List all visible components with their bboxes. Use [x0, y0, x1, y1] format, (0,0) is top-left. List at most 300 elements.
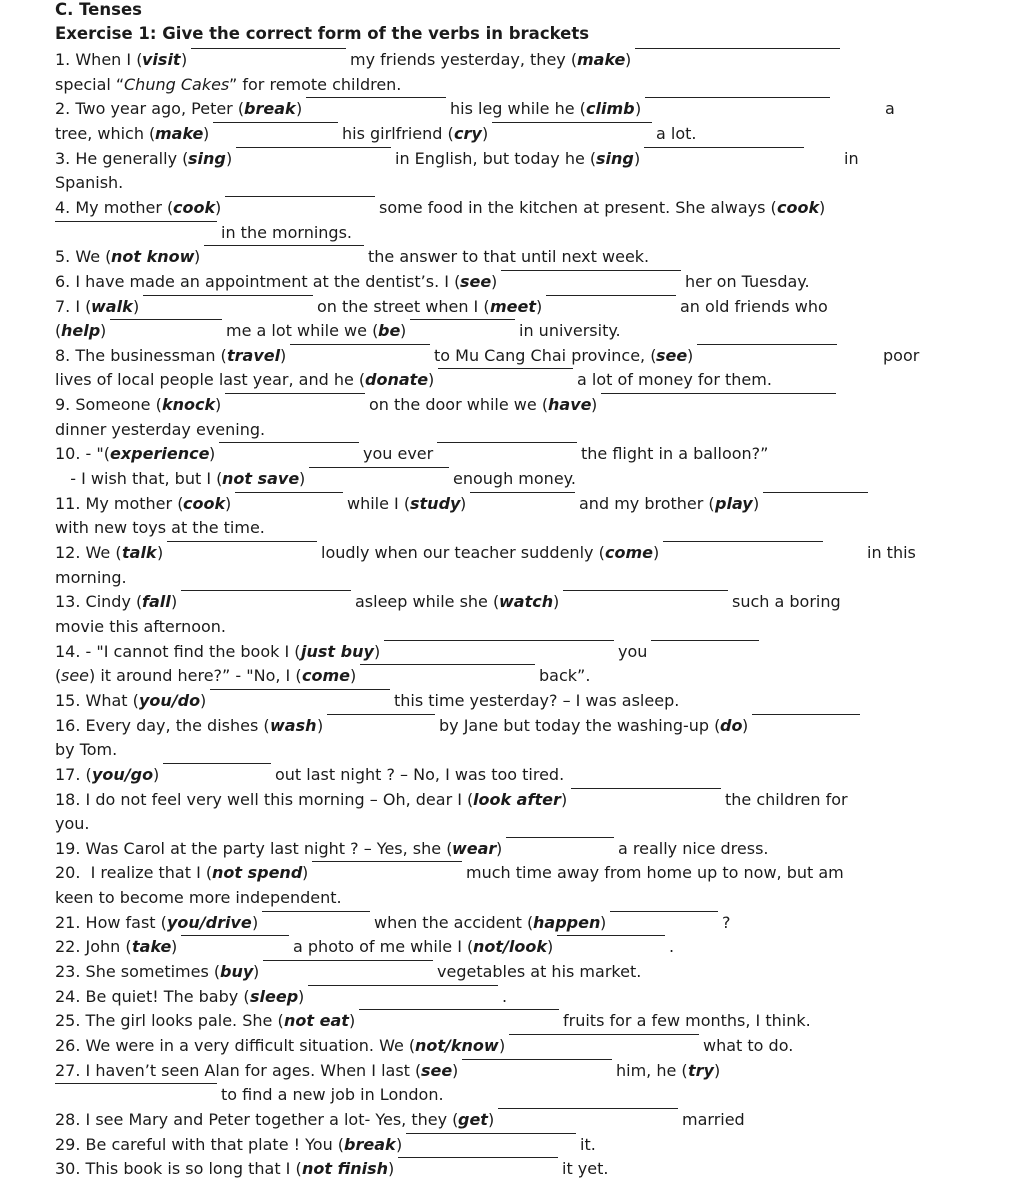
exercise-text: ): [100, 321, 107, 341]
answer-blank[interactable]: [55, 221, 217, 222]
exercise-text: ): [491, 271, 498, 291]
exercise-text: 1. When I (: [55, 50, 143, 69]
exercise-text: a really nice dress.: [618, 838, 769, 858]
exercise-text: ): [171, 937, 178, 957]
exercise-text: a: [885, 99, 895, 119]
exercise-line: [55, 1034, 935, 1058]
exercise-line: [55, 122, 935, 146]
exercise-text: ): [194, 247, 201, 267]
exercise-line: [55, 541, 935, 565]
exercise-line: [55, 245, 935, 269]
answer-blank[interactable]: [219, 442, 359, 443]
exercise-line: [55, 985, 935, 1009]
exercise-line: [55, 319, 935, 343]
exercise-text: ): [209, 444, 216, 464]
exercise-text: ): [171, 592, 178, 612]
exercise-line: [55, 171, 935, 195]
verb-prompt: climb: [586, 99, 635, 119]
verb-prompt: try: [688, 1060, 714, 1080]
emphasized-text: see: [61, 666, 90, 686]
exercise-text: 16. Every day, the dishes (: [55, 715, 270, 735]
answer-blank[interactable]: [191, 48, 346, 49]
answer-blank[interactable]: [167, 541, 317, 542]
answer-blank[interactable]: [509, 1034, 699, 1035]
exercise-text: and my brother (: [579, 493, 715, 513]
exercise-title: Exercise 1: Give the correct form of the verbs in brackets: [55, 24, 590, 43]
exercise-text: ): [547, 937, 554, 957]
answer-blank[interactable]: [506, 837, 614, 838]
exercise-text: ): [226, 148, 233, 168]
exercise-text: 10. - "(: [55, 444, 110, 464]
answer-blank[interactable]: [110, 319, 222, 320]
verb-prompt: study: [410, 493, 461, 513]
exercise-line: [55, 566, 935, 590]
exercise-text: ): [553, 592, 560, 612]
verb-prompt: make: [577, 50, 626, 69]
exercise-text: 22. John (: [55, 937, 132, 957]
answer-blank[interactable]: [143, 295, 313, 296]
exercise-text: much time away from home up to now, but am: [466, 863, 844, 883]
exercise-text: him, he (: [616, 1060, 688, 1080]
exercise-text: ): [496, 838, 503, 858]
answer-blank[interactable]: [225, 196, 375, 197]
verb-prompt: get: [458, 1109, 488, 1129]
exercise-text: .: [502, 986, 508, 1006]
exercise-text: tree, which (: [55, 123, 156, 143]
exercise-text: an old friends who: [680, 296, 828, 316]
exercise-text: movie this afternoon.: [55, 616, 227, 636]
exercise-text: by Tom.: [55, 740, 118, 760]
verb-prompt: break: [244, 99, 296, 119]
exercise-text: my friends yesterday, they (: [350, 50, 578, 69]
exercise-text: a lot.: [656, 123, 697, 143]
answer-blank[interactable]: [181, 935, 289, 936]
exercise-text: ): [374, 641, 381, 661]
exercise-text: ): [203, 123, 210, 143]
exercise-line: [55, 295, 935, 319]
exercise-text: ): [460, 493, 467, 513]
exercise-text: his girlfriend (: [342, 123, 454, 143]
exercise-text: ): [215, 395, 222, 415]
answer-blank[interactable]: [645, 97, 830, 98]
answer-blank[interactable]: [163, 763, 271, 764]
exercise-line: [55, 147, 935, 171]
exercise-text: 17. (: [55, 764, 92, 784]
exercise-line: [55, 812, 935, 836]
exercise-text: 2. Two year ago, Peter (: [55, 99, 245, 119]
exercise-line: [55, 763, 935, 787]
exercise-line: [55, 664, 935, 688]
exercise-text: 18. I do not feel very well this morning – Oh, dear I (: [55, 789, 474, 809]
exercise-text: Spanish.: [55, 173, 124, 193]
answer-blank[interactable]: [571, 788, 721, 789]
exercise-line: [55, 861, 935, 885]
answer-blank[interactable]: [492, 122, 652, 123]
exercise-text: 30. This book is so long that I (: [55, 1159, 302, 1179]
answer-blank[interactable]: [262, 911, 370, 912]
exercise-text: the flight in a balloon?”: [581, 444, 769, 464]
answer-blank[interactable]: [309, 467, 449, 468]
exercise-text: ): [653, 543, 660, 562]
answer-blank[interactable]: [557, 935, 665, 936]
exercise-line: [55, 516, 935, 540]
verb-prompt: look after: [473, 789, 561, 809]
verb-prompt: sing: [188, 148, 226, 168]
exercise-text: 3. He generally (: [55, 148, 189, 168]
exercise-text: on the street when I (: [317, 296, 490, 316]
exercise-text: a photo of me while I (: [293, 937, 474, 957]
exercise-line: [55, 1108, 935, 1132]
exercise-text: ): [428, 370, 435, 390]
exercise-text: .: [669, 937, 675, 957]
exercise-text: (: [55, 666, 62, 686]
exercise-text: dinner yesterday evening.: [55, 419, 266, 439]
exercise-text: in this: [867, 543, 916, 562]
exercise-text: 23. She sometimes (: [55, 962, 221, 982]
verb-prompt: not/look: [473, 937, 547, 957]
verb-prompt: not eat: [284, 1011, 349, 1031]
exercise-text: in university.: [519, 321, 621, 341]
exercise-text: ?: [722, 912, 731, 932]
verb-prompt: sing: [596, 148, 634, 168]
answer-blank[interactable]: [213, 122, 338, 123]
exercise-text: ): [536, 296, 543, 316]
exercise-text: ): [388, 1159, 395, 1179]
exercise-text: you: [618, 641, 648, 661]
exercise-text: 19. Was Carol at the party last night ? – Yes, she (: [55, 838, 453, 858]
exercise-line: [55, 492, 935, 516]
verb-prompt: cook: [183, 493, 226, 513]
answer-blank[interactable]: [360, 664, 535, 665]
exercise-line: [55, 368, 935, 392]
exercise-line: [55, 960, 935, 984]
exercise-text: the answer to that until next week.: [368, 247, 650, 267]
answer-blank[interactable]: [263, 960, 433, 961]
exercise-text: me a lot while we (: [226, 321, 379, 341]
answer-blank[interactable]: [308, 985, 498, 986]
exercise-text: ): [133, 296, 140, 316]
exercise-text: ): [635, 99, 642, 119]
emphasized-text: Chung Cakes: [124, 74, 230, 94]
exercise-text: ): [299, 469, 306, 489]
verb-prompt: cry: [454, 123, 482, 143]
exercise-text: poor: [883, 345, 920, 365]
verb-prompt: see: [656, 345, 688, 365]
answer-blank[interactable]: [501, 270, 681, 271]
exercise-text: lives of local people last year, and he (: [55, 370, 366, 390]
answer-blank[interactable]: [235, 492, 343, 493]
answer-blank[interactable]: [752, 714, 860, 715]
answer-blank[interactable]: [644, 147, 804, 148]
answer-blank[interactable]: [635, 48, 840, 49]
verb-prompt: break: [344, 1134, 396, 1154]
answer-blank[interactable]: [204, 245, 364, 246]
exercise-line: [55, 911, 935, 935]
exercise-text: to Mu Cang Chai province, (: [434, 345, 657, 365]
verb-prompt: come: [605, 543, 653, 562]
exercise-text: back”.: [539, 666, 591, 686]
exercise-text: ): [200, 690, 207, 710]
exercise-text: ): [400, 321, 407, 341]
answer-blank[interactable]: [306, 97, 446, 98]
answer-blank[interactable]: [563, 590, 728, 591]
exercise-text: morning.: [55, 567, 127, 587]
exercise-text: on the door while we (: [369, 395, 549, 415]
exercise-text: ): [488, 1109, 495, 1129]
exercise-text: ): [298, 986, 305, 1006]
verb-prompt: meet: [490, 296, 537, 316]
answer-blank[interactable]: [327, 714, 435, 715]
answer-blank[interactable]: [462, 1059, 612, 1060]
exercise-text: ): [181, 50, 188, 69]
answer-blank[interactable]: [697, 344, 837, 345]
exercise-text: ) it around here?” - "No, I (: [89, 666, 302, 686]
exercise-line: [55, 344, 935, 368]
exercise-text: in: [844, 148, 859, 168]
verb-prompt: sleep: [250, 986, 299, 1006]
exercise-text: ” for remote children.: [229, 74, 402, 94]
exercise-text: loudly when our teacher suddenly (: [321, 543, 605, 562]
exercise-text: 9. Someone (: [55, 395, 162, 415]
verb-prompt: not save: [222, 469, 300, 489]
exercise-text: this time yesterday? – I was asleep.: [394, 690, 680, 710]
verb-prompt: take: [132, 937, 172, 957]
exercise-text: it.: [580, 1134, 596, 1154]
verb-prompt: happen: [533, 912, 601, 932]
exercise-line: [55, 1059, 935, 1083]
verb-prompt: wear: [452, 838, 497, 858]
exercise-line: [55, 467, 935, 491]
exercise-text: ): [253, 962, 260, 982]
answer-blank[interactable]: [610, 911, 718, 912]
exercise-line: [55, 886, 935, 910]
exercise-text: her on Tuesday.: [685, 271, 810, 291]
exercise-text: you.: [55, 814, 90, 834]
verb-prompt: walk: [91, 296, 133, 316]
verb-prompt: experience: [110, 444, 210, 464]
verb-prompt: not finish: [302, 1159, 388, 1179]
verb-prompt: help: [61, 321, 101, 341]
exercise-text: ): [819, 197, 826, 217]
answer-blank[interactable]: [225, 393, 365, 394]
exercise-text: ): [452, 1060, 459, 1080]
exercise-text: 6. I have made an appointment at the dentist’s. I (: [55, 271, 461, 291]
answer-blank[interactable]: [290, 344, 430, 345]
exercise-text: 26. We were in a very difficult situation. We (: [55, 1036, 416, 1055]
exercise-line: [55, 1133, 935, 1157]
exercise-text: it yet.: [562, 1159, 609, 1179]
exercise-line: [55, 837, 935, 861]
answer-blank[interactable]: [384, 640, 614, 641]
answer-blank[interactable]: [763, 492, 868, 493]
verb-prompt: fall: [142, 592, 171, 612]
verb-prompt: come: [302, 666, 350, 686]
exercise-text: ): [317, 715, 324, 735]
exercise-text: ): [742, 715, 749, 735]
exercise-text: keen to become more independent.: [55, 888, 342, 908]
exercise-text: 24. Be quiet! The baby (: [55, 986, 250, 1006]
exercise-text: special “: [55, 74, 125, 94]
exercise-text: ): [482, 123, 489, 143]
exercise-text: 21. How fast (: [55, 912, 167, 932]
exercise-text: 8. The businessman (: [55, 345, 227, 365]
exercise-line: [55, 270, 935, 294]
exercise-line: [55, 1083, 935, 1107]
exercise-text: ): [350, 666, 357, 686]
exercise-line: [55, 1157, 935, 1181]
exercise-text: (: [55, 321, 62, 341]
exercise-text: you ever: [363, 444, 434, 464]
exercise-text: when the accident (: [374, 912, 534, 932]
exercise-text: ): [687, 345, 694, 365]
answer-blank[interactable]: [438, 368, 573, 369]
answer-blank[interactable]: [470, 492, 575, 493]
verb-prompt: not spend: [212, 863, 303, 883]
exercise-line: [55, 418, 935, 442]
exercise-line: [55, 738, 935, 762]
exercise-text: 13. Cindy (: [55, 592, 143, 612]
section-title: C. Tenses: [55, 0, 142, 19]
verb-prompt: buy: [220, 962, 254, 982]
exercise-text: while I (: [347, 493, 411, 513]
exercise-text: ): [396, 1134, 403, 1154]
exercise-text: 25. The girl looks pale. She (: [55, 1011, 284, 1031]
exercise-text: ): [600, 912, 607, 932]
answer-blank[interactable]: [406, 1133, 576, 1134]
exercise-line: [55, 73, 935, 97]
answer-blank[interactable]: [651, 640, 759, 641]
exercise-line: [55, 221, 935, 245]
exercise-text: ): [302, 863, 309, 883]
verb-prompt: cook: [173, 197, 216, 217]
exercise-line: [55, 442, 935, 466]
exercise-text: the children for: [725, 789, 848, 809]
verb-prompt: cook: [777, 197, 820, 217]
exercise-text: some food in the kitchen at present. She always (: [379, 197, 777, 217]
answer-blank[interactable]: [181, 590, 351, 591]
answer-blank[interactable]: [437, 442, 577, 443]
verb-prompt: travel: [227, 345, 281, 365]
exercise-text: 29. Be careful with that plate ! You (: [55, 1134, 345, 1154]
exercise-text: enough money.: [453, 469, 576, 489]
exercise-text: ): [625, 50, 632, 69]
exercise-text: ): [591, 395, 598, 415]
verb-prompt: donate: [365, 370, 429, 390]
exercise-text: ): [714, 1060, 721, 1080]
exercise-line: [55, 935, 935, 959]
answer-blank[interactable]: [359, 1009, 559, 1010]
answer-blank[interactable]: [601, 393, 836, 394]
exercise-text: ): [153, 764, 160, 784]
exercise-text: - I wish that, but I (: [55, 469, 223, 489]
verb-prompt: see: [421, 1060, 453, 1080]
verb-prompt: knock: [162, 395, 216, 415]
exercise-text: fruits for a few months, I think.: [563, 1011, 811, 1031]
exercise-line: [55, 788, 935, 812]
exercise-text: ): [349, 1011, 356, 1031]
verb-prompt: wash: [270, 715, 317, 735]
verb-prompt: not/know: [415, 1036, 499, 1055]
exercise-text: ): [634, 148, 641, 168]
exercise-text: his leg while he (: [450, 99, 586, 119]
exercise-text: with new toys at the time.: [55, 518, 265, 538]
exercise-line: [55, 196, 935, 220]
exercise-line: [55, 714, 935, 738]
exercise-line: [55, 689, 935, 713]
verb-prompt: visit: [142, 50, 181, 69]
exercise-text: 4. My mother (: [55, 197, 174, 217]
exercise-line: [55, 590, 935, 614]
verb-prompt: you/drive: [167, 912, 252, 932]
verb-prompt: be: [378, 321, 401, 341]
verb-prompt: do: [720, 715, 743, 735]
exercise-text: what to do.: [703, 1036, 794, 1055]
exercise-text: such a boring: [732, 592, 841, 612]
answer-blank[interactable]: [312, 861, 462, 862]
answer-blank[interactable]: [663, 541, 823, 542]
exercise-text: married: [682, 1109, 745, 1129]
exercise-line: [55, 97, 935, 121]
exercise-text: 5. We (: [55, 247, 112, 267]
exercise-text: 14. - "I cannot find the book I (: [55, 641, 301, 661]
exercise-text: 11. My mother (: [55, 493, 184, 513]
exercise-text: ): [499, 1036, 506, 1055]
exercise-text: ): [280, 345, 287, 365]
answer-blank[interactable]: [55, 1083, 217, 1084]
exercise-text: ): [561, 789, 568, 809]
verb-prompt: just buy: [301, 641, 374, 661]
answer-blank[interactable]: [398, 1157, 558, 1158]
answer-blank[interactable]: [210, 689, 390, 690]
exercise-text: by Jane but today the washing-up (: [439, 715, 721, 735]
verb-prompt: you/do: [139, 690, 201, 710]
exercise-text: to find a new job in London.: [221, 1085, 444, 1105]
verb-prompt: you/go: [92, 764, 154, 784]
exercise-text: vegetables at his market.: [437, 962, 642, 982]
exercise-line: [55, 615, 935, 639]
exercise-text: in English, but today he (: [395, 148, 597, 168]
exercise-text: a lot of money for them.: [577, 370, 772, 390]
verb-prompt: watch: [499, 592, 554, 612]
verb-prompt: make: [155, 123, 204, 143]
verb-prompt: not know: [111, 247, 195, 267]
answer-blank[interactable]: [410, 319, 515, 320]
exercise-text: ): [296, 99, 303, 119]
exercise-text: 12. We (: [55, 543, 122, 562]
answer-blank[interactable]: [546, 295, 676, 296]
verb-prompt: play: [715, 493, 753, 513]
exercise-text: asleep while she (: [355, 592, 500, 612]
answer-blank[interactable]: [498, 1108, 678, 1109]
exercise-text: ): [225, 493, 232, 513]
exercise-text: out last night ? – No, I was too tired.: [275, 764, 565, 784]
exercise-line: [55, 48, 935, 72]
verb-prompt: see: [460, 271, 492, 291]
exercise-line: [55, 1009, 935, 1033]
exercise-text: 27. I haven’t seen Alan for ages. When I last (: [55, 1060, 422, 1080]
exercise-text: 28. I see Mary and Peter together a lot- Yes, they (: [55, 1109, 459, 1129]
exercise-text: ): [215, 197, 222, 217]
exercise-line: [55, 640, 935, 664]
exercise-text: ): [157, 543, 164, 562]
exercise-text: 7. I (: [55, 296, 92, 316]
answer-blank[interactable]: [236, 147, 391, 148]
exercise-text: ): [753, 493, 760, 513]
exercise-text: 20. I realize that I (: [55, 863, 213, 883]
exercise-line: [55, 393, 935, 417]
exercise-text: ): [252, 912, 259, 932]
exercise-text: 15. What (: [55, 690, 139, 710]
